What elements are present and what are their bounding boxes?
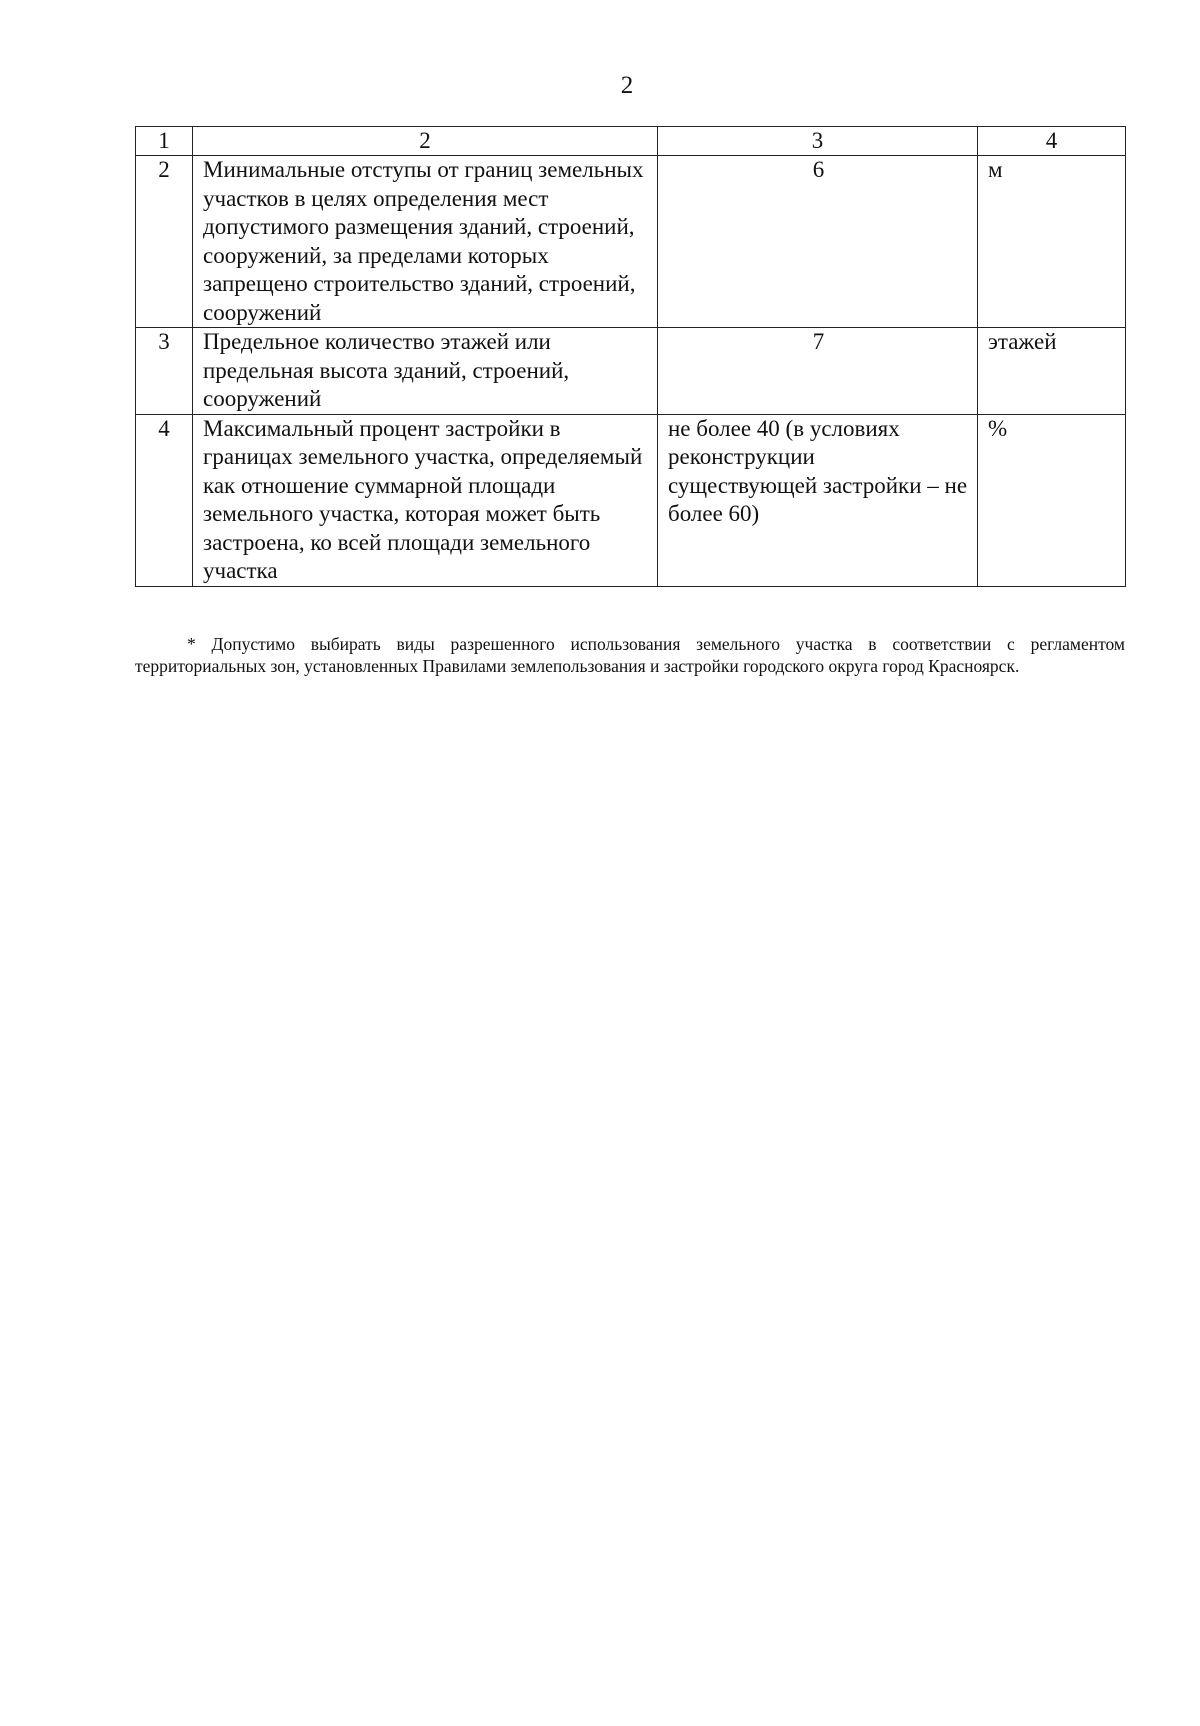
footnote: * Допустимо выбирать виды разрешенного использования земельного участка в соответствии с регламентом территориальных зон, установленных Правилами землепользования и застройки городского округа город Красноярск. bbox=[135, 633, 1125, 676]
table-row bbox=[136, 414, 1126, 586]
parameter-unit: м bbox=[978, 156, 1126, 328]
table-row bbox=[136, 328, 1126, 415]
parameter-value: не более 40 (в условиях реконструкции существующей застройки – не более 60) bbox=[658, 414, 978, 586]
column-number-4: 4 bbox=[978, 127, 1126, 156]
parameter-unit: этажей bbox=[978, 328, 1126, 415]
row-number: 3 bbox=[136, 328, 193, 415]
row-number: 2 bbox=[136, 156, 193, 328]
column-number-3: 3 bbox=[658, 127, 978, 156]
column-number-2: 2 bbox=[193, 127, 658, 156]
column-number-1: 1 bbox=[136, 127, 193, 156]
parameter-name: Предельное количество этажей или предельная высота зданий, строений, сооружений bbox=[193, 328, 658, 415]
parameter-value: 6 bbox=[658, 156, 978, 328]
parameter-value: 7 bbox=[658, 328, 978, 415]
table-row bbox=[136, 156, 1126, 328]
page-number: 2 bbox=[620, 72, 634, 99]
table-header-row bbox=[136, 127, 1126, 156]
parameter-unit: % bbox=[978, 414, 1126, 586]
row-number: 4 bbox=[136, 414, 193, 586]
parameter-name: Максимальный процент застройки в границах земельного участка, определяемый как отношение суммарной площади земельного участка, которая может быть застроена, ко всей площади земельного участка bbox=[193, 414, 658, 586]
parameter-name: Минимальные отступы от границ земельных участков в целях определения мест допустимого размещения зданий, строений, сооружений, за пределами которых запрещено строительство зданий, строений, сооружений bbox=[193, 156, 658, 328]
parameters-table bbox=[135, 126, 1126, 587]
